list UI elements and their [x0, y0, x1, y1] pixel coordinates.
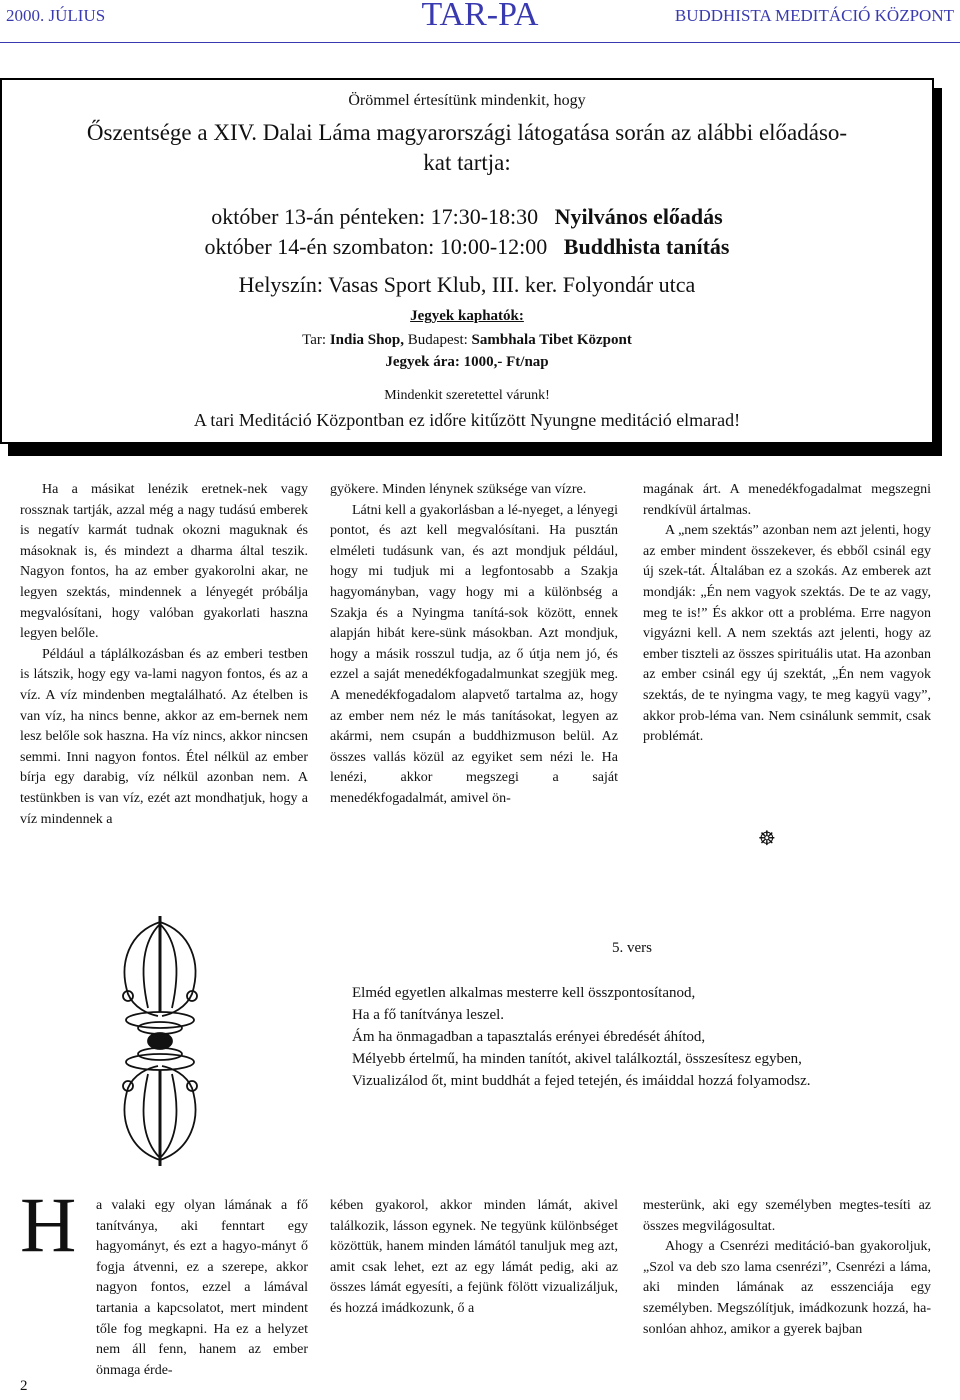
venue: Helyszín: Vasas Sport Klub, III. ker. Folyondár utca — [238, 272, 696, 297]
vajra-icon — [100, 912, 220, 1170]
paragraph: Ahogy a Csenrézi meditáció-ban gyakoroljuk, „Szol va deb szo lama csenrézi”, Csenrézi a láma, aki minden lámának az esszenciája egy személyben. Megszólítjuk, imádkozunk hozzá, ha-sonlóan ahhoz, amikor a gyerek bajban — [643, 1239, 931, 1337]
commentary-column-3 — [643, 1196, 931, 1340]
paragraph: A „nem szektás” azonban nem azt jelenti, hogy az ember mindent összekever, és ebből csinál egy új szek-tát. Általában ez a szokás. Az emberek azt mondják: „Én nem vagyok szektás. De te az vagy, meg te is!” És akkor ott a probléma. Erre nagyon vigyázni kell. A nem szektás azt jelenti, hogy az ember tiszteli az összes spirituális utat. Ha azonban az ember csinál egy új szektát, „Én nem vagyok szektás, de te nyingma vagy, te meg kagyü vagy”, akkor prob-léma van. Nem csinálunk semmit, csak problémát. — [643, 523, 931, 745]
paragraph: a valaki egy olyan lámának a fő tanítványa, aki fenntart egy hagyományt, és ezt a hagyo-mányt ő fogja átvenni, ez a szerepe, akkor nagyon fontos, ezzel a lámával tartania a kapcsolatot, mert mindent tőle fog megkapni. Ha ez a helyzet nem áll fenn, hanem az ember önmaga érde- — [96, 1198, 308, 1378]
commentary-column-2 — [330, 1196, 618, 1320]
verse-line: Vizualizálod őt, mint buddhát a fejed tetején, és imáiddal hozzá folyamodsz. — [352, 1073, 811, 1089]
announcement-title — [12, 118, 922, 178]
verse-line: Ám ha önmagadban a tapasztalás erényei ébredését áhítod, — [352, 1029, 706, 1045]
paragraph: Ha a másikat lenézik eretnek-nek vagy rossznak tartják, azzal még a nagy tudású emberek is negatív karmát tudnak okozni maguknak és másoknak is, és mindezt a dharma által teszik. Nagyon fontos, ha az ember gyakorolni akar, ne legyen szektás, mindennek a lényegét próbálja megvalósítani, hogy valóban gyakorlati haszna legyen belőle. — [20, 482, 308, 642]
article-column-2 — [330, 480, 618, 810]
cancellation-notice: A tari Meditáció Központban ez időre kitűzött Nyungne meditáció elmarad! — [193, 410, 741, 430]
schedule-time: október 14-én szombaton: 10:00-12:00 — [204, 234, 548, 259]
dharma-wheel-icon: ☸ — [758, 828, 776, 850]
tickets-locations — [2, 332, 932, 349]
paragraph: gyökere. Minden lénynek szüksége van vízre. — [330, 482, 587, 497]
announcement-intro: Örömmel értesítünk mindenkit, hogy — [348, 92, 586, 109]
schedule-event: Buddhista tanítás — [563, 234, 730, 259]
tickets-budapest-label: Budapest: — [407, 332, 468, 348]
paragraph: kében gyakorol, akkor minden lámát, akivel találkozik, lásson egynek. Ne tegyünk különbséget közöttük, hanem minden lámától tanuljuk meg azt, amit csak lehet, ezt az egy lámát pedig, aki az összes lámát egyesíti, a fejünk fölött vizualizáljuk, és hozzá imádkozunk, ő a — [330, 1198, 618, 1316]
article-column-1 — [20, 480, 308, 830]
page-number: 2 — [20, 1378, 28, 1394]
schedule-row — [2, 232, 932, 262]
header-date: 2000. JÚLIUS — [6, 6, 106, 25]
announcement-title-line-1: Őszentsége a XIV. Dalai Láma magyarországi látogatása során az alábbi előadáso- — [86, 120, 848, 145]
tickets-price: Jegyek ára: 1000,- Ft/nap — [385, 354, 549, 370]
header-divider — [0, 42, 960, 43]
schedule — [2, 202, 932, 262]
page-title: TAR-PA — [421, 0, 539, 33]
drop-cap: H — [20, 1181, 77, 1268]
paragraph: magának árt. A menedékfogadalmat megszegni rendkívül ártalmas. — [643, 482, 931, 518]
paragraph: Például a táplálkozásban és az emberi testben is látszik, hogy egy va-lami nagyon fontos, és az a víz. A víz mindenben megtalálható. Az ételben is van víz, ha nincs benne, akkor az em-bernek nem lesz belőle sok haszna. Ha víz nincs, akkor nincsen semmi. Inni nagyon fontos. Étel nélkül az ember bírja egy darabig, víz nélkül azonban nem. A testünkben is van víz, ezét azt mondhatjuk, hogy a víz mindennek a — [20, 646, 308, 827]
announcement-box — [0, 78, 934, 444]
schedule-event: Nyilvános előadás — [554, 204, 723, 229]
tickets-shop: India Shop, — [329, 332, 405, 348]
paragraph: Látni kell a gyakorlásban a lé-nyeget, a lényegi pontot, és azt kell megvalósítani. Ha pusztán elméleti tudásunk van, és azt mondjuk például, hogy mi tudjuk mi a legfontosabb a Szakja hagyományban, vagy hogy mi a különbség a Szakja és a Nyingma tanítá-sok között, ennek alapján hibát kere-sünk másokban. Azt mondjuk, hogy a másik rosszul tudja, az ő útja nem jó, és ezzel a saját menedékfogadalmunkat szegjük meg. A menedékfogadalom alapvető tartalma az, hogy az ember nem néz le más tanításokat, legyen az akármi, nem csupán a buddhizmuson belül. Az összes vallás közül az egyiket sem nézi le. Ha lenézi, akkor megszegi a saját menedékfogadalmát, amivel ön- — [330, 502, 618, 806]
tickets-center: Sambhala Tibet Központ — [471, 332, 632, 348]
tickets-tar-label: Tar: — [302, 332, 327, 348]
verse-line: Mélyebb értelmű, ha minden tanítót, akivel találkoztál, összesítesz egyben, — [352, 1051, 802, 1067]
article-column-3 — [643, 480, 931, 748]
tickets-heading: Jegyek kaphatók: — [410, 308, 524, 324]
verse-title: 5. vers — [612, 940, 652, 956]
welcome-text: Mindenkit szeretettel várunk! — [384, 388, 550, 403]
paragraph: mesterünk, aki egy személyben megtes-tesíti az összes megvilágosultat. — [643, 1198, 931, 1234]
verse-line: Ha a fő tanítványa leszel. — [352, 1007, 505, 1023]
announcement-title-line-2: kat tartja: — [423, 150, 511, 175]
verse-text — [352, 982, 811, 1092]
header-organization: BUDDHISTA MEDITÁCIÓ KÖZPONT — [674, 6, 954, 25]
commentary-column-1 — [20, 1196, 308, 1381]
schedule-time: október 13-án pénteken: 17:30-18:30 — [211, 204, 539, 229]
schedule-row — [2, 202, 932, 232]
verse-line: Elméd egyetlen alkalmas mesterre kell összpontosítanod, — [352, 985, 696, 1001]
